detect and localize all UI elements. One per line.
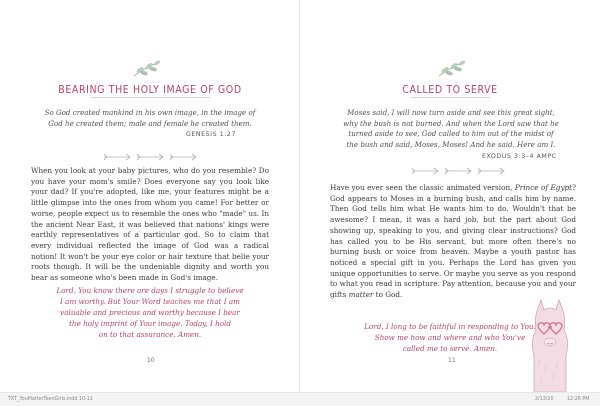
scripture-verse: [320, 108, 582, 150]
page-title: BEARING THE HOLY IMAGE OF GOD: [58, 84, 242, 96]
page-number: 11: [448, 357, 456, 364]
prayer: [50, 285, 250, 340]
page-title: CALLED TO SERVE: [402, 84, 498, 96]
prayer-line: Show me how and where and who You've: [374, 333, 526, 342]
arrows-divider-icon: [410, 166, 506, 176]
verse-line: why the bush is not burned. And when the Lord saw that he: [343, 118, 559, 128]
prayer-line: the holy imprint of Your image. Today, I hold: [69, 319, 231, 328]
devotional-body: When you look at your baby pictures, who do you resemble? Do you have your mom's smile? Does everyone say you look like your dad? If you're adopted, like me, your features might be a little glimpse into the ones from whom you came! For better or worse, people expect us to resemble the ones who "made" us. In the ancient Near East, it was believed that nations' kings were earthly representatives of a particular god. So to claim that every individual reflected the image of God was a radical notion! It won't be your eye color or hair texture that belie your roots though. It will be the undeniable dignity and worth you bear as someone who's been made in God's image.: [31, 166, 269, 283]
scripture-verse: [20, 108, 280, 129]
title-underline: [90, 97, 210, 98]
devotional-body: [330, 183, 576, 301]
prayer-line: Lord, You know there are days I struggle to believe: [56, 286, 244, 295]
sprig-icon: [130, 58, 164, 80]
left-page: [0, 0, 300, 392]
sprig-icon: [435, 58, 469, 80]
verse-line: the bush and said, Moses, Moses! And he said, Here am I.: [346, 139, 556, 149]
prayer-line: Lord, I long to be faithful in responding to You.: [364, 322, 536, 331]
body-text: ? God appears to Moses in a burning bush, and calls him by name. Then God tells him what He wants him to do. Wouldn't that be awesome? I mean, it was a hard job, but the part about God showing up, speaking to you, and giving clear instructions? God has called you to be His servant, but more often there's no burning bush or voice from heaven. Maybe a youth pastor has noticed a special gift in you. Perhaps the Lord has given you unique opportunities to serve. Or maybe you serve as you respond to what you read in scripture. Pay attention, because you and your gifts: [330, 183, 576, 300]
file-name: TXT_YouMatterTeenGirls.indd 10-11: [8, 397, 93, 402]
prayer-line: called me to serve. Amen.: [402, 344, 498, 353]
verse-line: Moses said, I will now turn aside and see this great sight,: [347, 108, 555, 117]
print-slug-bar: [0, 392, 600, 406]
prayer-line: I am worthy. But Your Word teaches me that I am: [60, 297, 240, 306]
title-underline: [410, 97, 490, 98]
arrows-divider-icon: [102, 152, 198, 162]
body-text: Have you ever seen the classic animated version,: [330, 183, 515, 192]
verse-line: God he created them; male and female he created them.: [48, 118, 252, 128]
llama-illustration: [512, 296, 582, 392]
verse-line: So God created mankind in his own image, in the image of: [44, 108, 256, 117]
print-date: 2/13/20: [535, 397, 554, 402]
prayer-line: on to that assurance. Amen.: [98, 330, 202, 339]
body-text: to God.: [373, 290, 403, 300]
verse-reference: EXODUS 3:3–4 AMPC: [482, 153, 557, 160]
page-number: 10: [147, 357, 155, 364]
verse-reference: GENESIS 1:27: [186, 131, 236, 138]
verse-line: turned aside to see, God called to him out of the midst of: [348, 129, 554, 139]
body-text-italic: Prince of Egypt: [514, 183, 573, 192]
print-time: 12:26 PM: [567, 397, 590, 402]
body-text-italic: matter: [348, 290, 374, 300]
prayer-line: valuable and precious and worthy because I bear: [60, 308, 240, 317]
